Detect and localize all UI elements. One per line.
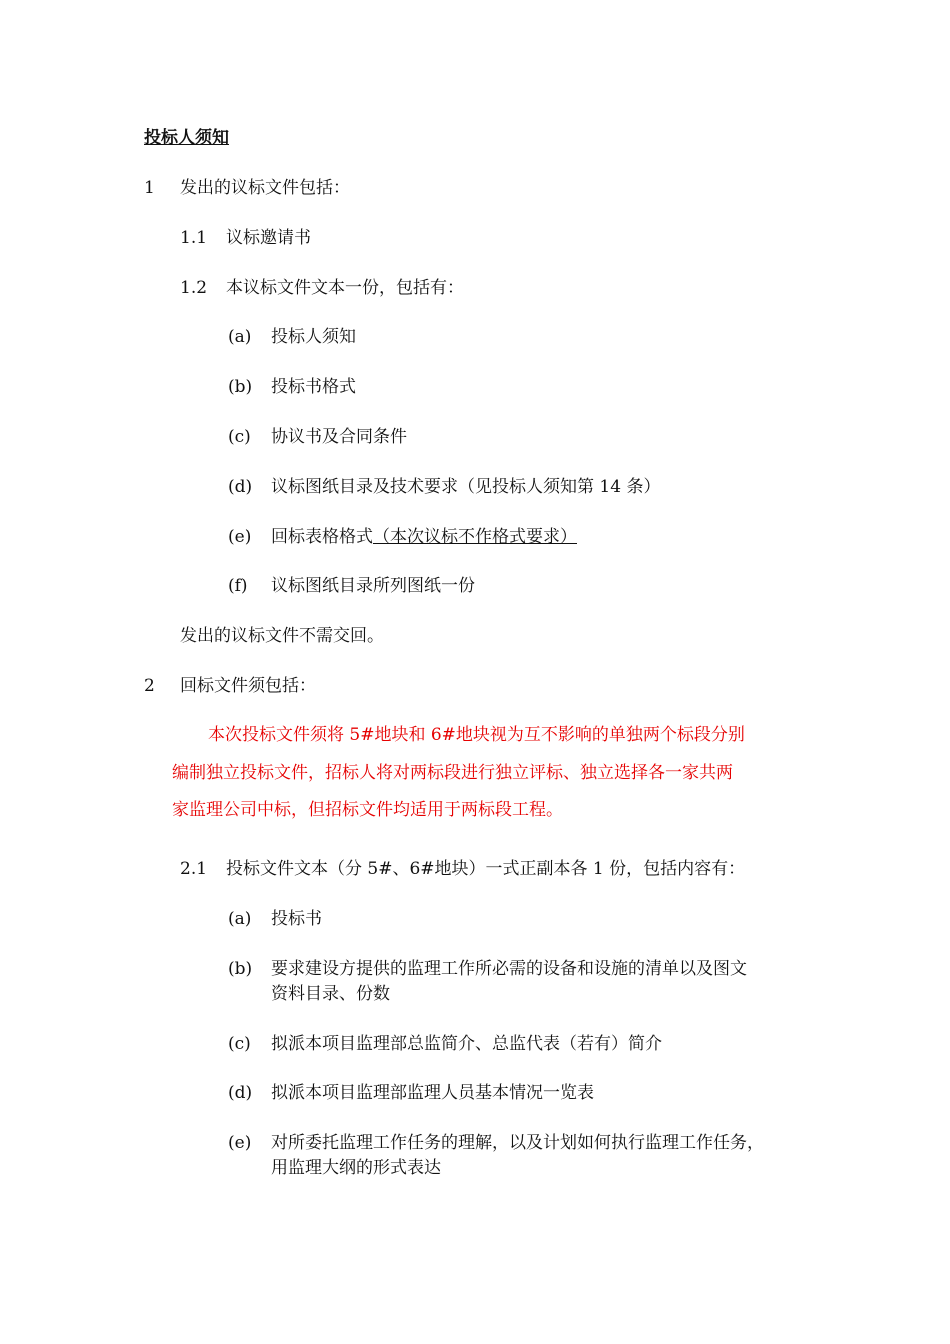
list-item-label: (b)	[228, 959, 253, 979]
section-2-heading: 回标文件须包括：	[180, 676, 316, 696]
red-notice-line: 编制独立投标文件，招标人将对两标段进行独立评标、独立选择各一家共两	[172, 763, 733, 783]
list-item-text-continued: 资料目录、份数	[271, 984, 390, 1004]
list-item-text: 协议书及合同条件	[271, 427, 407, 447]
section-1-1-number: 1.1	[180, 228, 208, 248]
list-item-label: (d)	[228, 1083, 253, 1103]
list-item-text: 投标人须知	[271, 327, 356, 347]
section-1-1-text: 议标邀请书	[226, 228, 311, 248]
red-notice-line: 家监理公司中标，但招标文件均适用于两标段工程。	[172, 800, 563, 820]
list-item-text: 要求建设方提供的监理工作所必需的设备和设施的清单以及图文	[271, 959, 747, 979]
page-title: 投标人须知	[144, 128, 229, 148]
list-item-text: 议标图纸目录及技术要求（见投标人须知第 14 条）	[271, 477, 661, 497]
list-item-text-plain: 回标表格格式	[271, 527, 373, 547]
list-item-label: (b)	[228, 377, 253, 397]
list-item-label: (a)	[228, 909, 252, 929]
list-item-text-underlined: （本次议标不作格式要求）	[373, 527, 577, 547]
section-2-number: 2	[144, 676, 155, 696]
list-item-label: (c)	[228, 427, 251, 447]
list-item-text: 投标书格式	[271, 377, 356, 397]
section-1-heading: 发出的议标文件包括：	[180, 178, 350, 198]
section-1-note: 发出的议标文件不需交回。	[180, 626, 384, 646]
list-item-label: (a)	[228, 327, 252, 347]
list-item-label: (c)	[228, 1034, 251, 1054]
list-item-text-continued: 用监理大纲的形式表达	[271, 1158, 441, 1178]
list-item-text: 议标图纸目录所列图纸一份	[271, 576, 475, 596]
list-item-label: (d)	[228, 477, 253, 497]
red-notice-line: 本次投标文件须将 5#地块和 6#地块视为互不影响的单独两个标段分别	[208, 725, 745, 745]
list-item-text: 拟派本项目监理部总监简介、总监代表（若有）简介	[271, 1034, 662, 1054]
section-1-2-number: 1.2	[180, 278, 208, 298]
section-1-2-text: 本议标文件文本一份，包括有：	[226, 278, 464, 298]
list-item-text: 投标书	[271, 909, 322, 929]
section-1-number: 1	[144, 178, 155, 198]
section-2-1-text: 投标文件文本（分 5#、6#地块）一式正副本各 1 份，包括内容有：	[226, 859, 746, 879]
section-2-1-number: 2.1	[180, 859, 208, 879]
list-item-label: (e)	[228, 1133, 252, 1153]
list-item-label: (e)	[228, 527, 252, 547]
list-item-text: 对所委托监理工作任务的理解，以及计划如何执行监理工作任务，	[271, 1133, 764, 1153]
list-item-label: (f)	[228, 576, 248, 596]
list-item-text	[271, 524, 577, 550]
list-item-text: 拟派本项目监理部监理人员基本情况一览表	[271, 1083, 594, 1103]
